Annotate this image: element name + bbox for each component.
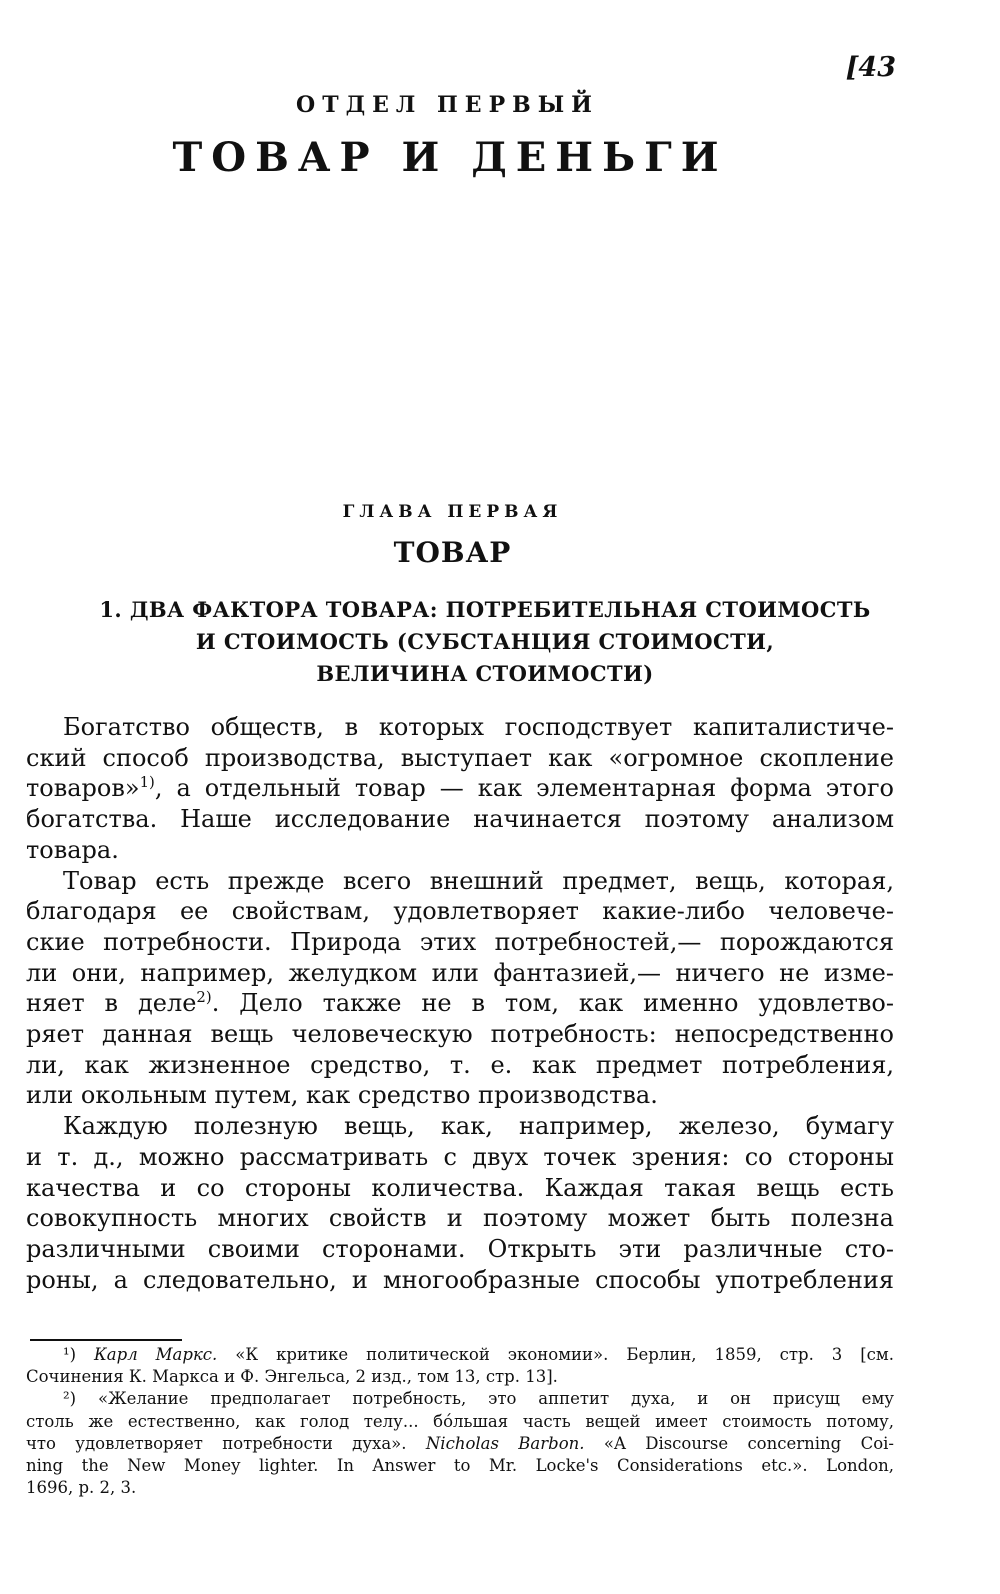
- text-fragment: «Желание предполагает потребность, это аппетит духа, и он присущ ему: [97, 1389, 894, 1409]
- paragraph-1: [26, 712, 894, 866]
- text-line: товара.: [26, 835, 119, 864]
- footnote-author: Карл Маркс.: [94, 1345, 218, 1364]
- footnote-2: [26, 1388, 894, 1499]
- text-line: и т. д., можно рассматривать с двух точек зрения: со стороны: [26, 1142, 894, 1171]
- subsection-heading-line: И СТОИМОСТЬ (СУБСТАНЦИЯ СТОИМОСТИ,: [195, 629, 775, 654]
- text-line: совокупность многих свойств и поэтому может быть полезна: [26, 1204, 894, 1233]
- text-fragment: . Дело также не в том, как именно удовлетво-: [211, 989, 894, 1018]
- subsection-heading-line: ВЕЛИЧИНА СТОИМОСТИ): [316, 661, 654, 686]
- footnote-line: [26, 1344, 894, 1366]
- text-fragment: что удовлетворяет потребности духа».: [26, 1433, 407, 1453]
- footnotes: [26, 1344, 894, 1499]
- text-line: качества и со стороны количества. Каждая такая вещь есть: [26, 1173, 894, 1202]
- text-line: ли они, например, желудком или фантазией,— ничего не изме-: [26, 958, 894, 987]
- page-number: [43: [845, 52, 896, 83]
- footnote-line: 1696, p. 2, 3.: [26, 1478, 137, 1498]
- text-line: Богатство обществ, в которых господствует капиталистиче-: [63, 713, 894, 741]
- chapter-title: ТОВАР: [393, 536, 512, 569]
- text-fragment: няет в деле: [26, 989, 197, 1018]
- body-text: [26, 712, 894, 1295]
- text-fragment: , а отдельный товар — как элементарная форма этого: [154, 774, 894, 803]
- section-label: ОТДЕЛ ПЕРВЫЙ: [296, 92, 599, 118]
- chapter-label: ГЛАВА ПЕРВАЯ: [342, 502, 563, 522]
- footnote-line: ning the New Money lighter. In Answer to Mr. Locke's Considerations etc.». London,: [26, 1456, 894, 1476]
- footnote-ref-2[interactable]: 2): [196, 988, 212, 1007]
- footnote-marker: ¹): [63, 1345, 77, 1364]
- subsection-heading: [70, 594, 900, 690]
- footnote-1: [26, 1344, 894, 1388]
- text-line: ряет данная вещь человеческую потребность: непосредственно: [26, 1020, 894, 1049]
- text-line: богатства. Наше исследование начинается поэтому анализом: [26, 805, 894, 834]
- text-fragment: «A Discourse concerning Coi-: [603, 1433, 894, 1453]
- footnote-ref-1[interactable]: 1): [139, 773, 155, 792]
- footnote-line: столь же естественно, как голод телу... бóльшая часть вещей имеет стоимость потому,: [26, 1411, 894, 1431]
- text-line: или окольным путем, как средство производства.: [26, 1081, 658, 1110]
- text-fragment: «К критике политической экономии». Берлин, 1859, стр. 3 [см.: [235, 1345, 895, 1364]
- text-fragment: товаров»: [26, 774, 140, 803]
- text-line: роны, а следовательно, и многообразные способы употребления: [26, 1265, 894, 1294]
- text-line: ские потребности. Природа этих потребностей,— порождаются: [26, 927, 894, 956]
- text-line: Товар есть прежде всего внешний предмет, вещь, которая,: [63, 866, 894, 895]
- text-line: благодаря ее свойствам, удовлетворяет какие-либо человече-: [26, 897, 894, 926]
- text-line: различными своими сторонами. Открыть эти различные сто-: [26, 1234, 894, 1263]
- subsection-heading-line: 1. ДВА ФАКТОРА ТОВАРА: ПОТРЕБИТЕЛЬНАЯ СТОИМОСТЬ: [99, 597, 871, 622]
- text-line: [26, 988, 894, 1019]
- paragraph-3: [26, 1111, 894, 1295]
- section-title: ТОВАР И ДЕНЬГИ: [172, 134, 728, 181]
- paragraph-2: [26, 866, 894, 1112]
- text-line: Каждую полезную вещь, как, например, железо, бумагу: [63, 1112, 894, 1141]
- footnote-line: [26, 1433, 894, 1455]
- footnote-divider: [30, 1339, 182, 1341]
- footnote-author: Nicholas Barbon.: [425, 1433, 585, 1453]
- footnote-marker: ²): [63, 1389, 77, 1409]
- footnote-line: [26, 1388, 894, 1410]
- footnote-line: Сочинения К. Маркса и Ф. Энгельса, 2 изд., том 13, стр. 13].: [26, 1367, 558, 1387]
- text-line: ский способ производства, выступает как «огромное скопление: [26, 743, 894, 772]
- text-line: [26, 773, 894, 804]
- text-line: ли, как жизненное средство, т. е. как предмет потребления,: [26, 1050, 894, 1079]
